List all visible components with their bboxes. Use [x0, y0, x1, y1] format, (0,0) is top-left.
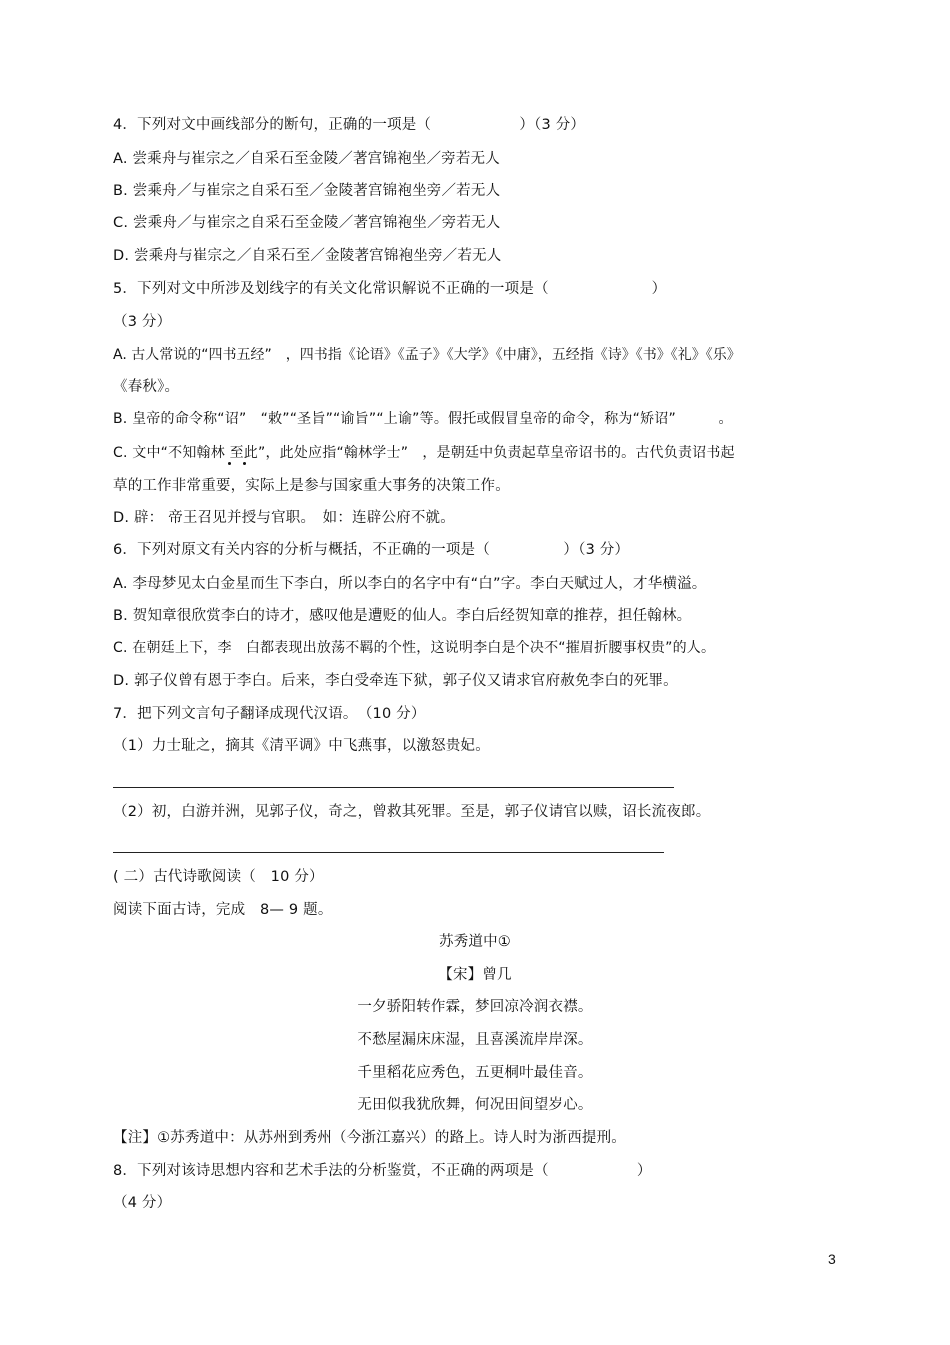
emphasis-dot-icon	[243, 462, 246, 465]
q8-score: （4 分）	[113, 1195, 172, 1211]
q7-sentence-1: （1）力士耻之，摘其《清平调》中飞燕事，以激怒贵妃。	[113, 738, 490, 754]
section-heading: ( 二）古代诗歌阅读（ 10 分）	[113, 869, 324, 885]
poem-line-3: 千里稻花应秀色，五更桐叶最佳音。	[357, 1065, 593, 1081]
q7-stem: 7．把下列文言句子翻译成现代汉语。 （10 分）	[113, 706, 426, 722]
q4-option-d: D. 尝乘舟与崔宗之／自采石至／金陵著宫锦袍坐旁／若无人	[113, 248, 502, 264]
q4-option-a: A. 尝乘舟与崔宗之／自采石至金陵／著宫锦袍坐／旁若无人	[113, 151, 500, 167]
q4-stem: 4．下列对文中画线部分的断句，正确的一项是（ ）（3 分）	[113, 117, 586, 133]
q5-stem: 5．下列对文中所涉及划线字的有关文化常识解说不正确的一项是（ ）	[113, 281, 667, 297]
q5-option-c-line2: 草的工作非常重要，实际上是参与国家重大事务的决策工作。	[113, 478, 510, 494]
q7-answer-line-1	[113, 787, 674, 788]
q8-stem: 8．下列对该诗思想内容和艺术手法的分析鉴赏，不正确的两项是（ ）	[113, 1163, 652, 1179]
q5-option-c-line1	[113, 444, 735, 462]
q5-option-c-prefix: C. 文中“不知	[113, 445, 197, 461]
poem-note: 【注】①苏秀道中：从苏州到秀州（今浙江嘉兴）的路上。诗人时为浙西提刑。	[113, 1130, 626, 1146]
q5-option-d: D. 辟： 帝王召见并授与官职。 如：连辟公府不就。	[113, 510, 455, 526]
q5-option-c-marked-char-2: 林	[210, 445, 225, 461]
poem-title: 苏秀道中①	[439, 934, 511, 950]
poem-line-4: 无田似我犹欣舞，何况田间望岁心。	[357, 1097, 593, 1113]
poem-author: 【宋】曾几	[438, 967, 512, 983]
emphasis-dot-icon	[228, 462, 231, 465]
poem-line-1: 一夕骄阳转作霖，梦回凉冷润衣襟。	[357, 999, 593, 1015]
q5-option-a-line1: A. 古人常说的“四书五经” ，四书指《论语》《孟子》《大学》《中庸》，五经指《诗》《书》《礼》《乐》	[113, 347, 741, 363]
q5-option-c-suffix: 至此”，此处应指“翰林学士” ，是朝廷中负责起草皇帝诏书的。古代负责诏书起	[224, 445, 735, 461]
q5-score: （3 分）	[113, 314, 172, 330]
poem-line-2: 不愁屋漏床床湿，且喜溪流岸岸深。	[357, 1032, 593, 1048]
q5-option-a-line2: 《春秋》。	[113, 379, 180, 395]
q7-sentence-2: （2）初，白游并洲，见郭子仪，奇之，曾救其死罪。至是，郭子仪请官以赎，诏长流夜郎。	[113, 804, 711, 820]
q6-option-d: D. 郭子仪曾有恩于李白。后来，李白受牵连下狱，郭子仪又请求官府赦免李白的死罪。	[113, 673, 678, 689]
q6-option-c: C. 在朝廷上下，李 白都表现出放荡不羁的个性，这说明李白是个决不“摧眉折腰事权贵”的人。	[113, 640, 716, 656]
q5-option-c-marked-char-1: 翰	[196, 445, 211, 461]
section-instruction: 阅读下面古诗，完成 8— 9 题。	[113, 902, 333, 918]
q4-option-b: B. 尝乘舟／与崔宗之自采石至／金陵著宫锦袍坐旁／若无人	[113, 183, 501, 199]
q6-stem: 6．下列对原文有关内容的分析与概括，不正确的一项是（ ）（3 分）	[113, 542, 630, 558]
page-number: 3	[828, 1251, 836, 1267]
q4-option-c: C. 尝乘舟／与崔宗之自采石至金陵／著宫锦袍坐／旁若无人	[113, 215, 501, 231]
q5-option-b: B. 皇帝的命令称“诏” “敕”“圣旨”“谕旨”“上谕”等。假托或假冒皇帝的命令，称为“矫诏” 。	[113, 411, 733, 427]
q6-option-b: B. 贺知章很欣赏李白的诗才，感叹他是遭贬的仙人。李白后经贺知章的推荐，担任翰林。	[113, 608, 692, 624]
q6-option-a: A. 李母梦见太白金星而生下李白，所以李白的名字中有“白”字。李白天赋过人，才华横溢。	[113, 576, 707, 592]
q7-answer-line-2	[113, 852, 664, 853]
